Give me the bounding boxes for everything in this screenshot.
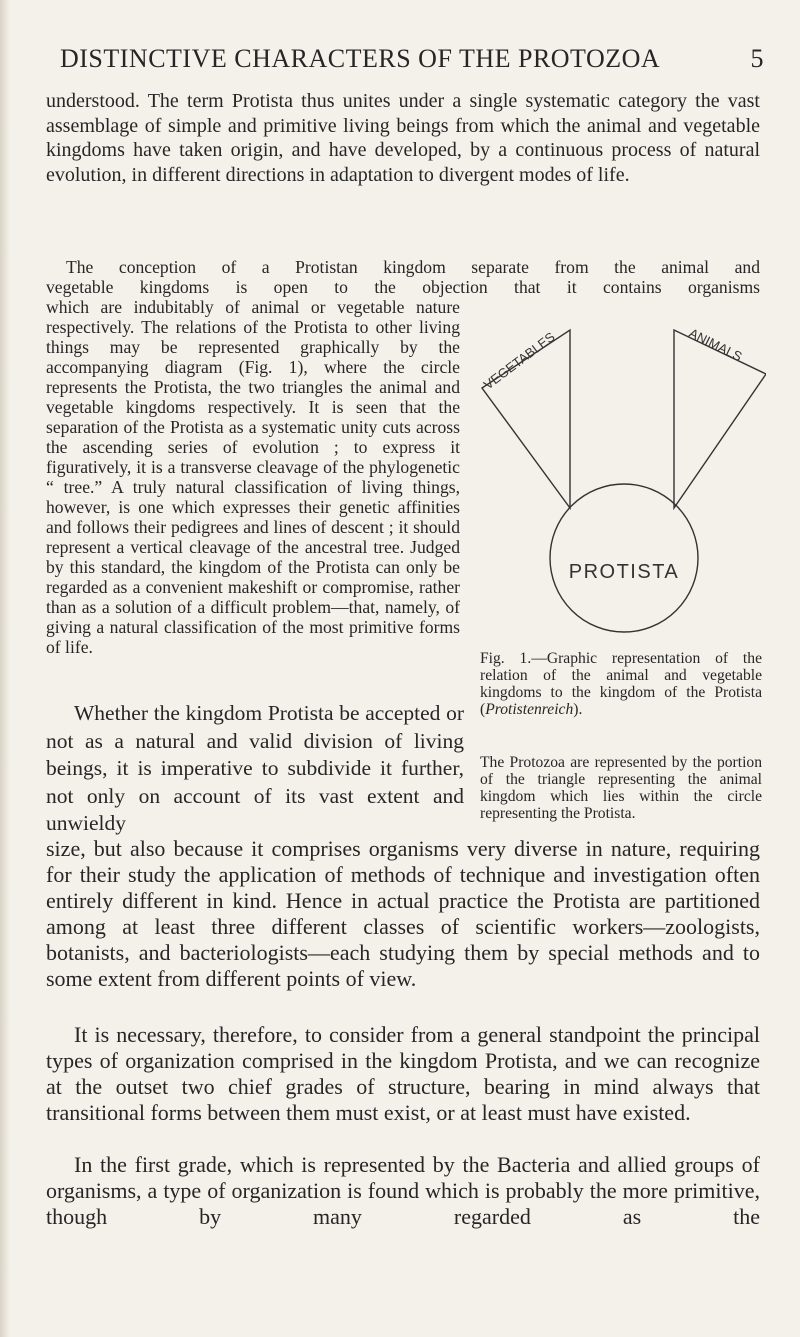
running-title: DISTINCTIVE CHARACTERS OF THE PROTOZOA bbox=[60, 44, 661, 73]
caption-text-b: ). bbox=[573, 701, 583, 719]
figure-number: Fig. 1. bbox=[480, 650, 532, 667]
protista-diagram bbox=[478, 328, 766, 648]
paragraph-5: In the first grade, which is represented by the Bacteria and allied groups of organisms, a type of organization is found which is probably the more primitive, though by many regarded as the bbox=[46, 1152, 760, 1229]
figure-caption-note: The Protozoa are represented by the portion of the triangle representing the animal kingdom which lies within the circle representing the Protista. bbox=[480, 754, 762, 823]
running-head bbox=[46, 44, 764, 78]
page-number: 5 bbox=[750, 44, 764, 73]
paragraph-2-wrapped: which are indubitably of animal or vegetable nature respectively. The relations of the Protista to other living things may be represented graphically by the accompanying diagram (Fig. 1), where the circle represents the Protista, the two triangles the animal and vegetable kingdoms respectively. It is seen that the separation of the Protista as a systematic unity cuts across the ascending series of evolution ; to express it figuratively, it is a transverse cleavage of the phylogenetic “ tree.” A truly natural classification of living things, however, is one which expresses their genetic affinities and follows their pedigrees and lines of descent ; it should represent a vertical cleavage of the ancestral tree. Judged by this standard, the kingdom of the Protista can only be regarded as a convenient makeshift or compromise, rather than as a solution of a difficult problem—that, namely, of giving a natural classification of the most primitive forms of life. bbox=[46, 297, 460, 657]
figure-caption bbox=[480, 650, 762, 718]
animal-kingdom-triangle bbox=[674, 330, 766, 508]
paragraph-2-line-2: vegetable kingdoms is open to the objection that it contains organisms bbox=[46, 277, 760, 297]
caption-italic-term: Protistenreich bbox=[485, 701, 574, 719]
paragraph-4: It is necessary, therefore, to consider from a general standpoint the principal types of organization comprised in the kingdom Protista, and we can recognize at the outset two chief grades of structure, bearing in mind always that transitional forms between them must exist, or at least must have existed. bbox=[46, 1022, 760, 1125]
page-edge-shadow bbox=[0, 0, 10, 1337]
paragraph-2-line-1: The conception of a Protistan kingdom separate from the animal and bbox=[66, 257, 760, 277]
animals-label: ANIMALS bbox=[686, 328, 745, 365]
vegetables-label: VEGETABLES bbox=[480, 329, 558, 393]
paragraph-1: understood. The term Protista thus unites under a single systematic category the vast assemblage of simple and primitive living beings from which the animal and vegetable kingdoms have taken origin, and have developed, by a continuous process of natural evolution, in different directions in adaptation to divergent modes of life. bbox=[46, 90, 760, 186]
caption-text-a: —Graphic representation of the relation of the animal and vegetable kingdoms to the kingdom of the Protista ( bbox=[480, 650, 762, 719]
paragraph-3-full: size, but also because it comprises organisms very diverse in nature, requiring for their study the application of methods of technique and investigation often entirely different in kind. Hence in actual practice the Protista are partitioned among at least three different classes of scientific workers—zoologists, botanists, and bacteriologists—each studying them by special methods and to some extent from different points of view. bbox=[46, 836, 760, 991]
protista-label: PROTISTA bbox=[568, 561, 680, 583]
paragraph-3-wrapped: Whether the kingdom Protista be accepted or not as a natural and valid division of living beings, it is imperative to subdivide it further, not only on account of its vast extent and unwieldy bbox=[46, 701, 464, 835]
